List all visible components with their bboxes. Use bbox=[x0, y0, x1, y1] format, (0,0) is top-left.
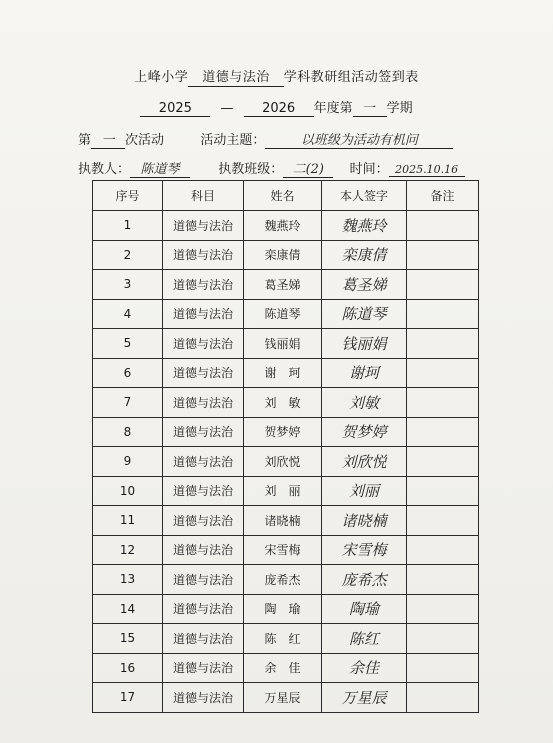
table-row bbox=[93, 270, 479, 300]
table-row bbox=[93, 211, 479, 241]
row-note bbox=[407, 624, 479, 654]
header-signature: 本人签字 bbox=[322, 181, 407, 211]
row-note bbox=[407, 240, 479, 270]
row-name: 陈 红 bbox=[244, 624, 322, 654]
row-signature: 刘丽 bbox=[322, 476, 407, 506]
row-name: 刘 丽 bbox=[244, 476, 322, 506]
title-suffix: 学科教研组活动签到表 bbox=[283, 70, 419, 85]
table-row bbox=[93, 476, 479, 506]
table-row bbox=[93, 358, 479, 388]
row-signature: 魏燕玲 bbox=[322, 211, 407, 241]
activity-ordinal-prefix: 第 bbox=[78, 133, 92, 148]
table-row bbox=[93, 388, 479, 418]
row-index: 13 bbox=[93, 565, 163, 595]
activity-number-label: 次活动 bbox=[125, 133, 165, 148]
table-row bbox=[93, 683, 479, 713]
row-subject: 道德与法治 bbox=[163, 270, 244, 300]
teacher-line bbox=[78, 158, 465, 178]
row-subject: 道德与法治 bbox=[163, 683, 244, 713]
row-signature: 葛圣娣 bbox=[322, 270, 407, 300]
subject-field: 道德与法治 bbox=[188, 66, 284, 87]
time-label: 时间： bbox=[349, 162, 389, 177]
year-label: 年度第 bbox=[313, 101, 353, 116]
row-subject: 道德与法治 bbox=[163, 211, 244, 241]
row-subject: 道德与法治 bbox=[163, 594, 244, 624]
row-index: 7 bbox=[93, 388, 163, 418]
row-signature: 谢珂 bbox=[322, 358, 407, 388]
row-name: 钱丽娟 bbox=[244, 329, 322, 359]
time-field: 2025.10.16 bbox=[389, 163, 465, 177]
row-index: 2 bbox=[93, 240, 163, 270]
table-row bbox=[93, 447, 479, 477]
row-note bbox=[407, 594, 479, 624]
table-row bbox=[93, 624, 479, 654]
theme-field: 以班级为活动有机问 bbox=[265, 129, 453, 149]
row-subject: 道德与法治 bbox=[163, 624, 244, 654]
row-note bbox=[407, 565, 479, 595]
table-row bbox=[93, 565, 479, 595]
row-name: 庞希杰 bbox=[244, 565, 322, 595]
row-subject: 道德与法治 bbox=[163, 240, 244, 270]
row-signature: 万星辰 bbox=[322, 683, 407, 713]
row-signature: 宋雪梅 bbox=[322, 535, 407, 565]
row-index: 4 bbox=[93, 299, 163, 329]
row-subject: 道德与法治 bbox=[163, 329, 244, 359]
attendance-table bbox=[92, 180, 479, 713]
row-signature: 刘敏 bbox=[322, 388, 407, 418]
row-index: 1 bbox=[93, 211, 163, 241]
row-index: 10 bbox=[93, 476, 163, 506]
header-subject: 科目 bbox=[163, 181, 244, 211]
row-name: 陈道琴 bbox=[244, 299, 322, 329]
row-note bbox=[407, 211, 479, 241]
year-end-field: 2026 bbox=[244, 101, 314, 117]
teacher-label: 执教人： bbox=[78, 162, 131, 177]
class-field: 二(2) bbox=[283, 158, 333, 178]
school-year-line bbox=[0, 97, 553, 117]
row-index: 12 bbox=[93, 535, 163, 565]
table-header-row bbox=[93, 181, 479, 211]
row-note bbox=[407, 447, 479, 477]
school-name: 上峰小学 bbox=[134, 70, 189, 85]
row-note bbox=[407, 299, 479, 329]
activity-line bbox=[78, 129, 453, 149]
row-subject: 道德与法治 bbox=[163, 565, 244, 595]
row-subject: 道德与法治 bbox=[163, 447, 244, 477]
row-name: 葛圣娣 bbox=[244, 270, 322, 300]
row-index: 3 bbox=[93, 270, 163, 300]
row-note bbox=[407, 417, 479, 447]
row-signature: 钱丽娟 bbox=[322, 329, 407, 359]
row-index: 16 bbox=[93, 653, 163, 683]
semester-label: 学期 bbox=[386, 101, 413, 116]
row-name: 诸晓楠 bbox=[244, 506, 322, 536]
table-row bbox=[93, 594, 479, 624]
row-note bbox=[407, 388, 479, 418]
row-note bbox=[407, 270, 479, 300]
row-note bbox=[407, 683, 479, 713]
class-label: 执教班级： bbox=[218, 162, 284, 177]
table-row bbox=[93, 299, 479, 329]
row-subject: 道德与法治 bbox=[163, 653, 244, 683]
row-subject: 道德与法治 bbox=[163, 535, 244, 565]
row-subject: 道德与法治 bbox=[163, 506, 244, 536]
table-row bbox=[93, 417, 479, 447]
row-note bbox=[407, 535, 479, 565]
row-name: 余 佳 bbox=[244, 653, 322, 683]
row-name: 栾康倩 bbox=[244, 240, 322, 270]
row-name: 宋雪梅 bbox=[244, 535, 322, 565]
row-subject: 道德与法治 bbox=[163, 476, 244, 506]
row-index: 15 bbox=[93, 624, 163, 654]
header-note: 备注 bbox=[407, 181, 479, 211]
row-subject: 道德与法治 bbox=[163, 358, 244, 388]
header-index: 序号 bbox=[93, 181, 163, 211]
row-signature: 余佳 bbox=[322, 653, 407, 683]
table-row bbox=[93, 653, 479, 683]
activity-number-field: 一 bbox=[91, 129, 125, 149]
table-row bbox=[93, 506, 479, 536]
row-name: 谢 珂 bbox=[244, 358, 322, 388]
row-name: 刘欣悦 bbox=[244, 447, 322, 477]
row-signature: 诸晓楠 bbox=[322, 506, 407, 536]
year-dash: — bbox=[220, 101, 234, 116]
row-note bbox=[407, 329, 479, 359]
row-signature: 陶瑜 bbox=[322, 594, 407, 624]
year-start-field: 2025 bbox=[140, 101, 210, 117]
row-index: 8 bbox=[93, 417, 163, 447]
header-name: 姓名 bbox=[244, 181, 322, 211]
row-signature: 陈道琴 bbox=[322, 299, 407, 329]
table-row bbox=[93, 535, 479, 565]
row-signature: 刘欣悦 bbox=[322, 447, 407, 477]
row-name: 陶 瑜 bbox=[244, 594, 322, 624]
row-index: 6 bbox=[93, 358, 163, 388]
row-name: 万星辰 bbox=[244, 683, 322, 713]
row-subject: 道德与法治 bbox=[163, 417, 244, 447]
row-index: 17 bbox=[93, 683, 163, 713]
row-signature: 陈红 bbox=[322, 624, 407, 654]
row-index: 5 bbox=[93, 329, 163, 359]
teacher-field: 陈道琴 bbox=[130, 158, 190, 178]
semester-field: 一 bbox=[353, 97, 387, 117]
row-name: 魏燕玲 bbox=[244, 211, 322, 241]
row-signature: 贺梦婷 bbox=[322, 417, 407, 447]
row-note bbox=[407, 506, 479, 536]
row-index: 9 bbox=[93, 447, 163, 477]
row-name: 刘 敏 bbox=[244, 388, 322, 418]
row-index: 14 bbox=[93, 594, 163, 624]
row-index: 11 bbox=[93, 506, 163, 536]
sheet-title bbox=[0, 66, 553, 87]
row-signature: 栾康倩 bbox=[322, 240, 407, 270]
row-subject: 道德与法治 bbox=[163, 299, 244, 329]
row-subject: 道德与法治 bbox=[163, 388, 244, 418]
row-note bbox=[407, 476, 479, 506]
row-signature: 庞希杰 bbox=[322, 565, 407, 595]
row-note bbox=[407, 358, 479, 388]
theme-label: 活动主题： bbox=[200, 133, 266, 148]
row-name: 贺梦婷 bbox=[244, 417, 322, 447]
table-row bbox=[93, 329, 479, 359]
row-note bbox=[407, 653, 479, 683]
table-row bbox=[93, 240, 479, 270]
